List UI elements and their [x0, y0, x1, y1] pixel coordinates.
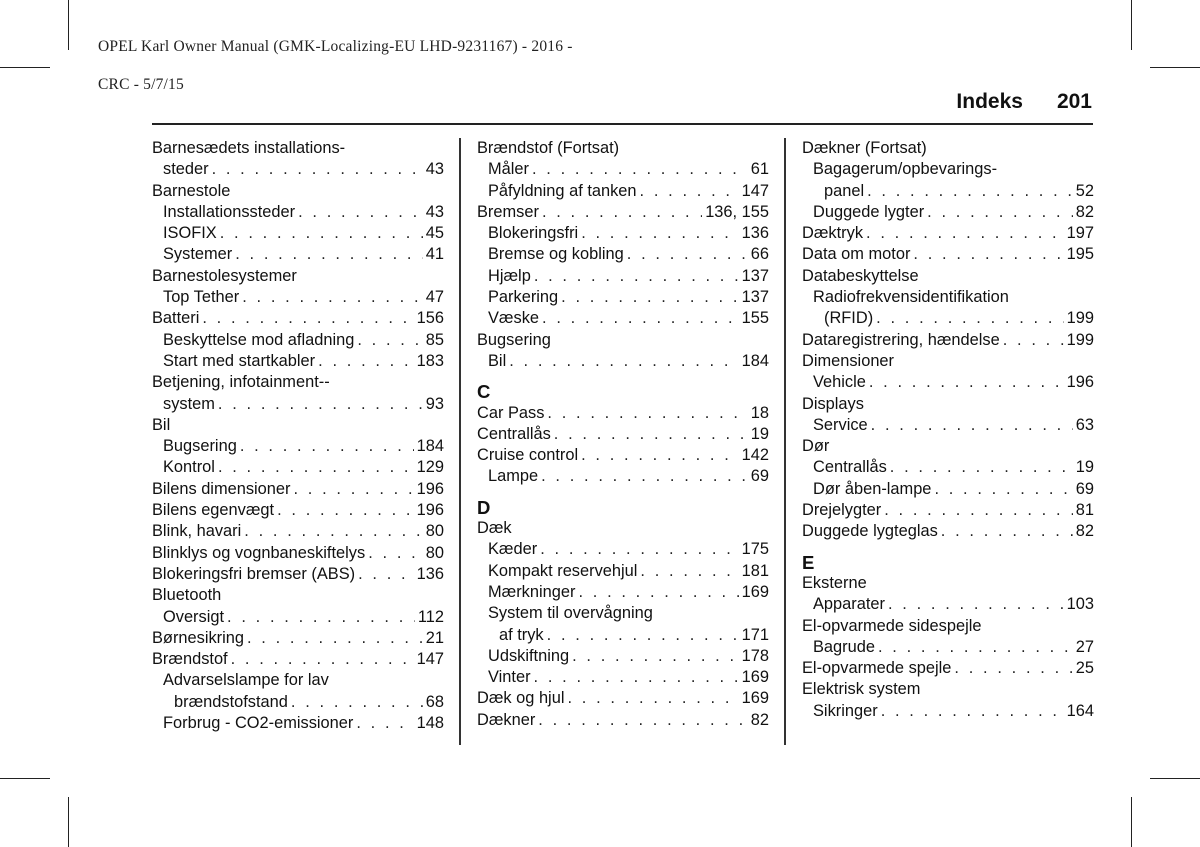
entry-page-number: 25: [1075, 659, 1094, 678]
index-subentry: [152, 394, 444, 415]
index-subentry: [802, 594, 1094, 615]
index-column-2: [477, 138, 769, 731]
crop-mark-top-left-horizontal: [0, 67, 50, 68]
section-title: Indeks: [956, 90, 1023, 113]
entry-page-number: 136: [741, 224, 769, 243]
entry-label: steder: [163, 160, 209, 179]
dot-leader: [927, 202, 1073, 223]
entry-page-number: 169: [741, 689, 769, 708]
entry-label: Dæktryk: [802, 224, 864, 243]
index-subentry: [477, 582, 769, 603]
index-entry: [477, 403, 769, 424]
dot-leader: [627, 244, 748, 265]
dot-leader: [884, 500, 1073, 521]
dot-leader: [534, 266, 739, 287]
dot-leader: [567, 688, 738, 709]
entry-page-number: 52: [1075, 181, 1094, 200]
index-subentry: [477, 244, 769, 265]
entry-page-number: 69: [750, 467, 769, 486]
index-subentry: [802, 202, 1094, 223]
dot-leader: [538, 710, 747, 731]
entry-label: Drejelygter: [802, 501, 882, 520]
entry-label: Dimensioner: [802, 351, 895, 370]
index-letter-heading: C: [477, 381, 491, 403]
entry-label: Dæk og hjul: [477, 689, 565, 708]
entry-page-number: 156: [416, 309, 444, 328]
dot-leader: [913, 244, 1063, 265]
entry-page-number: 142: [741, 446, 769, 465]
entry-label: Parkering: [488, 288, 559, 307]
entry-page-number: 195: [1066, 245, 1094, 264]
entry-page-number: 61: [750, 160, 769, 179]
entry-label: Centrallås: [813, 458, 887, 477]
entry-label: Start med startkabler: [163, 351, 316, 370]
entry-label: Påfyldning af tanken: [488, 181, 637, 200]
entry-label: Udskiftning: [488, 646, 570, 665]
index-entry: [477, 445, 769, 466]
dot-leader: [534, 667, 739, 688]
dot-leader: [357, 330, 422, 351]
entry-label: Dækner (Fortsat): [802, 139, 927, 157]
entry-label: Dør: [802, 437, 830, 456]
index-subentry: [477, 266, 769, 287]
dot-leader: [541, 466, 748, 487]
entry-label: Oversigt: [163, 607, 225, 626]
entry-page-number: 178: [741, 646, 769, 665]
entry-label: Dækner: [477, 710, 536, 729]
dot-leader: [954, 658, 1072, 679]
dot-leader: [878, 637, 1073, 658]
entry-label: Blink, havari: [152, 522, 242, 541]
entry-page-number: 18: [750, 403, 769, 422]
index-entry: [152, 415, 444, 436]
index-entry: [802, 351, 1094, 372]
entry-label: Måler: [488, 160, 529, 179]
index-entry: [477, 330, 769, 351]
index-entry: [477, 202, 769, 223]
header-rule: [152, 123, 1093, 125]
entry-page-number: 183: [416, 351, 444, 370]
dot-leader: [547, 403, 747, 424]
index-entry: [802, 573, 1094, 594]
entry-label: Bluetooth: [152, 586, 222, 605]
dot-leader: [890, 457, 1073, 478]
index-entry: [802, 436, 1094, 457]
dot-leader: [888, 594, 1064, 615]
crop-mark-bottom-right-vertical: [1131, 797, 1132, 847]
index-subentry: [152, 351, 444, 372]
entry-page-number: 199: [1066, 330, 1094, 349]
entry-page-number: 45: [425, 224, 444, 243]
entry-label: ISOFIX: [163, 224, 217, 243]
index-subentry: [802, 637, 1094, 658]
index-entry: [152, 479, 444, 500]
entry-page-number: 27: [1075, 637, 1094, 656]
entry-page-number: 82: [1075, 522, 1094, 541]
page-number: 201: [1056, 90, 1092, 113]
entry-label: Bremse og kobling: [488, 245, 624, 264]
dot-leader: [212, 159, 423, 180]
entry-page-number: 136: [416, 564, 444, 583]
index-entry: [152, 585, 444, 606]
entry-page-number: 85: [425, 330, 444, 349]
entry-label: Betjening, infotainment--: [152, 373, 330, 392]
entry-label: Blokeringsfri bremser (ABS): [152, 564, 356, 583]
index-letter-heading: D: [477, 496, 491, 518]
index-entry: [152, 138, 444, 159]
index-subentry: [802, 457, 1094, 478]
entry-label: Børnesikring: [152, 628, 244, 647]
dot-leader: [578, 582, 738, 603]
dot-leader: [871, 415, 1073, 436]
index-subentry: [477, 561, 769, 582]
entry-label: Apparater: [813, 595, 885, 614]
dot-leader: [220, 223, 423, 244]
index-entry: [152, 521, 444, 542]
entry-label: Advarselslampe for lav: [163, 671, 329, 690]
dot-leader: [547, 625, 739, 646]
dot-leader: [218, 457, 414, 478]
entry-label: Blokeringsfri: [488, 224, 579, 243]
entry-label: Vinter: [488, 668, 531, 687]
index-subentry: [477, 646, 769, 667]
index-subentry: [477, 466, 769, 487]
dot-leader: [934, 479, 1072, 500]
document-meta-header: [98, 18, 658, 113]
dot-leader: [554, 424, 748, 445]
entry-page-number: 80: [425, 522, 444, 541]
entry-label: Brændstof (Fortsat): [477, 139, 620, 157]
entry-page-number: 169: [741, 668, 769, 687]
entry-page-number: 69: [1075, 479, 1094, 498]
entry-label: El-opvarmede sidespejle: [802, 616, 982, 635]
index-subentry: [152, 287, 444, 308]
entry-page-number: 66: [750, 245, 769, 264]
entry-page-number: 197: [1066, 224, 1094, 243]
entry-label: Displays: [802, 394, 864, 413]
index-subentry: [477, 181, 769, 202]
index-entry: [477, 710, 769, 731]
entry-page-number: 171: [741, 625, 769, 644]
index-subentry: [152, 202, 444, 223]
entry-page-number: 164: [1066, 701, 1094, 720]
entry-page-number: 81: [1075, 501, 1094, 520]
dot-leader: [581, 223, 738, 244]
index-entry: [802, 500, 1094, 521]
index-subentry: [477, 539, 769, 560]
entry-label: Brændstof: [152, 650, 228, 669]
index-entry: [802, 266, 1094, 287]
entry-label: Databeskyttelse: [802, 266, 919, 285]
entry-label: Radiofrekvensidentifikation: [813, 288, 1009, 307]
entry-page-number: 181: [741, 561, 769, 580]
entry-label: Bilens dimensioner: [152, 479, 291, 498]
entry-page-number: 19: [1075, 458, 1094, 477]
index-entry: [477, 688, 769, 709]
index-subentry: [802, 308, 1094, 329]
dot-leader: [542, 308, 739, 329]
dot-leader: [318, 351, 414, 372]
entry-label: Forbrug - CO2-emissioner: [163, 714, 354, 733]
column-divider-1: [459, 138, 461, 745]
dot-leader: [572, 646, 739, 667]
index-subentry: [152, 692, 444, 713]
index-entry: [477, 518, 769, 539]
entry-page-number: 112: [417, 607, 444, 626]
index-entry: [802, 679, 1094, 700]
meta-line-1: OPEL Karl Owner Manual (GMK-Localizing-EU LHD-9231167) - 2016 -: [98, 38, 573, 55]
entry-label: Barnestole: [152, 181, 231, 200]
index-entry: [802, 244, 1094, 265]
entry-label: Bagrude: [813, 637, 875, 656]
index-subentry: [477, 287, 769, 308]
entry-page-number: 136, 155: [705, 202, 769, 221]
dot-leader: [293, 479, 413, 500]
entry-label: Kontrol: [163, 458, 215, 477]
dot-leader: [867, 181, 1073, 202]
entry-label: Bil: [488, 351, 507, 370]
entry-label: system: [163, 394, 215, 413]
dot-leader: [640, 181, 739, 202]
crop-mark-top-right-horizontal: [1150, 67, 1200, 68]
index-subentry: [802, 415, 1094, 436]
entry-label: panel: [824, 181, 865, 200]
dot-leader: [509, 351, 738, 372]
entry-label: brændstofstand: [174, 692, 288, 711]
entry-label: Car Pass: [477, 403, 545, 422]
dot-leader: [291, 692, 423, 713]
index-subentry: [802, 701, 1094, 722]
index-entry: [152, 500, 444, 521]
entry-label: (RFID): [824, 309, 874, 328]
dot-leader: [542, 202, 702, 223]
index-letter-heading: E: [802, 551, 815, 573]
index-subentry: [152, 457, 444, 478]
entry-label: Cruise control: [477, 446, 579, 465]
entry-label: Service: [813, 415, 868, 434]
meta-line-2: CRC - 5/7/15: [98, 76, 184, 93]
index-entry: [152, 564, 444, 585]
entry-label: Dæk: [477, 519, 512, 538]
dot-leader: [358, 564, 414, 585]
index-entry: [477, 138, 769, 159]
entry-page-number: 93: [425, 394, 444, 413]
index-subentry: [152, 159, 444, 180]
index-subentry: [802, 372, 1094, 393]
entry-page-number: 43: [425, 202, 444, 221]
crop-mark-bottom-left-vertical: [68, 797, 69, 847]
entry-page-number: 137: [741, 288, 769, 307]
entry-label: Vehicle: [813, 373, 866, 392]
entry-page-number: 184: [741, 351, 769, 370]
entry-label: Centrallås: [477, 424, 551, 443]
entry-page-number: 129: [416, 458, 444, 477]
entry-label: Elektrisk system: [802, 680, 921, 699]
entry-label: System til overvågning: [488, 604, 653, 623]
entry-label: Bugsering: [477, 330, 551, 349]
dot-leader: [1003, 330, 1064, 351]
dot-leader: [540, 539, 738, 560]
dot-leader: [227, 607, 415, 628]
entry-label: Barnesædets installations-: [152, 139, 346, 157]
entry-label: Bilens egenvægt: [152, 501, 275, 520]
entry-label: Bugsering: [163, 437, 237, 456]
page-heading: [956, 90, 1092, 114]
entry-label: Barnestolesystemer: [152, 266, 297, 285]
entry-page-number: 147: [416, 650, 444, 669]
index-entry: [802, 616, 1094, 637]
entry-label: Dataregistrering, hændelse: [802, 330, 1000, 349]
index-entry: [152, 628, 444, 649]
dot-leader: [881, 701, 1064, 722]
crop-mark-bottom-left-horizontal: [0, 778, 50, 779]
index-entry: [802, 521, 1094, 542]
entry-page-number: 68: [425, 692, 444, 711]
entry-page-number: 21: [425, 628, 444, 647]
entry-page-number: 82: [750, 710, 769, 729]
entry-label: af tryk: [499, 625, 544, 644]
entry-label: Installationssteder: [163, 202, 296, 221]
index-subentry: [152, 607, 444, 628]
crop-mark-top-left-vertical: [68, 0, 69, 50]
index-entry: [152, 372, 444, 393]
dot-leader: [242, 287, 423, 308]
index-subentry: [152, 670, 444, 691]
entry-page-number: 148: [416, 714, 444, 733]
index-entry: [802, 394, 1094, 415]
entry-page-number: 41: [425, 245, 444, 264]
dot-leader: [640, 561, 738, 582]
index-subentry: [152, 436, 444, 457]
dot-leader: [298, 202, 423, 223]
column-divider-2: [784, 138, 786, 745]
entry-label: Top Tether: [163, 288, 240, 307]
entry-label: Bagagerum/opbevarings-: [813, 160, 998, 179]
index-column-1: [152, 138, 444, 734]
index-entry: [152, 649, 444, 670]
index-column-3: [802, 138, 1094, 722]
dot-leader: [869, 372, 1064, 393]
index-subentry: [152, 244, 444, 265]
dot-leader: [532, 159, 748, 180]
entry-label: Beskyttelse mod afladning: [163, 330, 355, 349]
dot-leader: [876, 308, 1063, 329]
index-entry: [802, 330, 1094, 351]
index-entry: [802, 223, 1094, 244]
entry-label: Data om motor: [802, 245, 911, 264]
index-subentry: [477, 603, 769, 624]
entry-label: El-opvarmede spejle: [802, 659, 952, 678]
entry-label: Hjælp: [488, 266, 531, 285]
entry-page-number: 43: [425, 160, 444, 179]
index-subentry: [152, 223, 444, 244]
index-subentry: [477, 667, 769, 688]
entry-label: Bil: [152, 415, 171, 434]
dot-leader: [941, 521, 1073, 542]
entry-label: Væske: [488, 309, 540, 328]
index-subentry: [152, 330, 444, 351]
index-subentry: [802, 159, 1094, 180]
index-entry: [152, 308, 444, 329]
entry-label: Kæder: [488, 540, 538, 559]
entry-page-number: 147: [741, 181, 769, 200]
entry-page-number: 103: [1066, 595, 1094, 614]
entry-label: Eksterne: [802, 573, 867, 592]
dot-leader: [202, 308, 413, 329]
index-subentry: [477, 351, 769, 372]
index-subentry: [477, 625, 769, 646]
entry-label: Blinklys og vognbaneskiftelys: [152, 543, 366, 562]
index-entry: [802, 138, 1094, 159]
entry-label: Lampe: [488, 467, 539, 486]
dot-leader: [218, 394, 423, 415]
entry-page-number: 47: [425, 288, 444, 307]
entry-label: Mærkninger: [488, 582, 576, 601]
entry-label: Sikringer: [813, 701, 878, 720]
dot-leader: [866, 223, 1064, 244]
entry-label: Bremser: [477, 202, 539, 221]
dot-leader: [581, 445, 739, 466]
entry-page-number: 196: [416, 479, 444, 498]
entry-page-number: 169: [741, 582, 769, 601]
entry-label: Dør åben-lampe: [813, 479, 932, 498]
index-subentry: [477, 159, 769, 180]
entry-page-number: 155: [741, 309, 769, 328]
entry-page-number: 196: [1066, 373, 1094, 392]
dot-leader: [368, 543, 423, 564]
crop-mark-top-right-vertical: [1131, 0, 1132, 50]
entry-page-number: 137: [741, 266, 769, 285]
entry-page-number: 175: [741, 540, 769, 559]
index-entry: [477, 424, 769, 445]
index-subentry: [477, 308, 769, 329]
index-entry: [152, 543, 444, 564]
entry-label: Duggede lygteglas: [802, 522, 938, 541]
entry-page-number: 199: [1066, 309, 1094, 328]
index-subentry: [802, 287, 1094, 308]
entry-label: Duggede lygter: [813, 202, 925, 221]
entry-label: Kompakt reservehjul: [488, 561, 638, 580]
dot-leader: [561, 287, 738, 308]
crop-mark-bottom-right-horizontal: [1150, 778, 1200, 779]
index-subentry: [152, 713, 444, 734]
dot-leader: [277, 500, 414, 521]
entry-label: Systemer: [163, 245, 233, 264]
dot-leader: [231, 649, 414, 670]
entry-page-number: 19: [750, 424, 769, 443]
index-subentry: [802, 181, 1094, 202]
entry-page-number: 184: [416, 437, 444, 456]
index-subentry: [802, 479, 1094, 500]
index-entry: [152, 181, 444, 202]
index-subentry: [477, 223, 769, 244]
entry-page-number: 80: [425, 543, 444, 562]
dot-leader: [244, 521, 422, 542]
index-entry: [152, 266, 444, 287]
entry-page-number: 63: [1075, 415, 1094, 434]
dot-leader: [240, 436, 414, 457]
dot-leader: [235, 244, 423, 265]
dot-leader: [247, 628, 423, 649]
entry-page-number: 82: [1075, 202, 1094, 221]
entry-page-number: 196: [416, 501, 444, 520]
dot-leader: [356, 713, 413, 734]
index-entry: [802, 658, 1094, 679]
entry-label: Batteri: [152, 309, 200, 328]
